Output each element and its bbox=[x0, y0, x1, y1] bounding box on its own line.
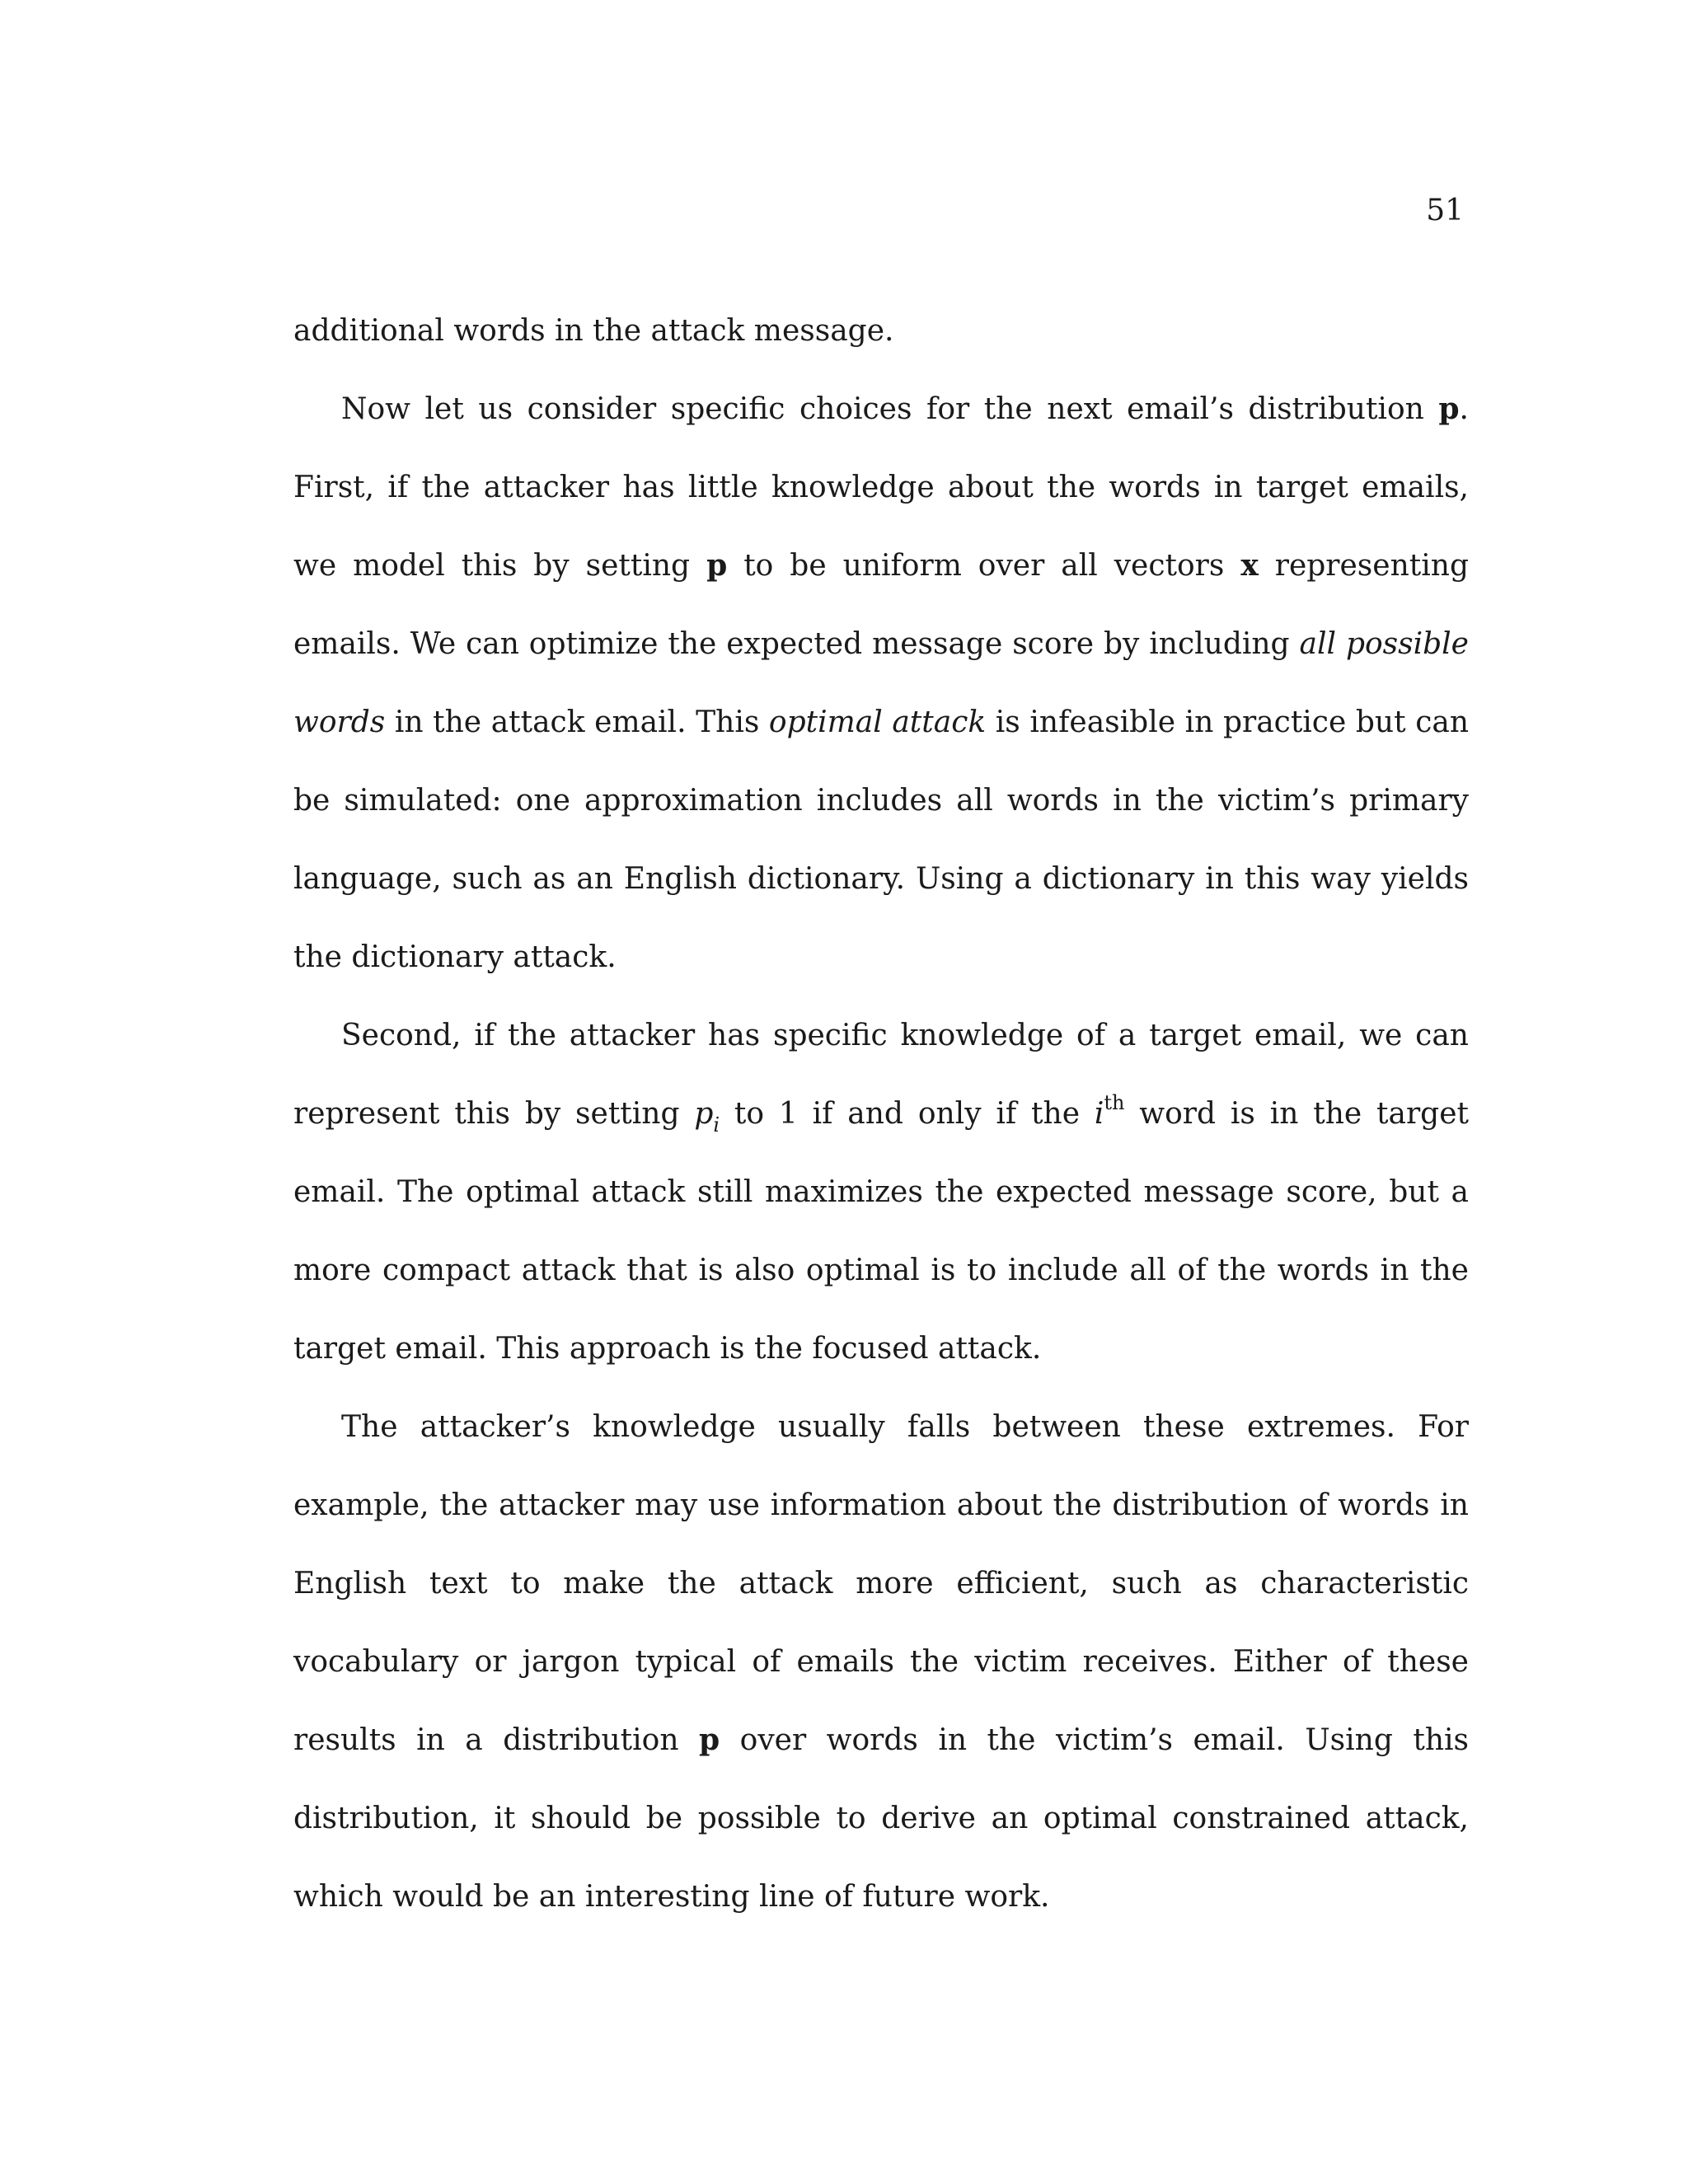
math-bold-p: p bbox=[706, 548, 728, 583]
paragraph-3 bbox=[293, 996, 1469, 1388]
math-bold-x: x bbox=[1240, 548, 1259, 583]
paragraph-4 bbox=[293, 1388, 1469, 1936]
text-run: over words in the victim’s email. Using this distribution, it should be possible to derive an optimal constrained attack, which would be an interesting line of future work. bbox=[293, 1723, 1470, 1914]
body-text bbox=[293, 292, 1469, 1936]
math-bold-p: p bbox=[699, 1722, 720, 1757]
math-bold-p: p bbox=[1438, 391, 1460, 426]
emphasis-all-possible-words: all possible words bbox=[293, 627, 1469, 739]
math-superscript-th: th bbox=[1104, 1091, 1125, 1114]
text-run: Now let us consider specific choices for the next email’s distribution bbox=[341, 392, 1439, 426]
text-run: is infeasible in practice but can be simulated: one approximation includes all words in the victim’s primary language, such as an English dictionary. Using a dictionary in this way yields the dictionary attack. bbox=[293, 705, 1469, 974]
text-run: . First, if the attacker has little knowledge about the words in target emails, we model this by setting bbox=[293, 392, 1469, 583]
text-run: to be uniform over all vectors bbox=[727, 549, 1241, 583]
math-p: p bbox=[694, 1097, 714, 1131]
text-run: representing emails. We can optimize the expected message score by including bbox=[293, 549, 1469, 661]
emphasis-optimal-attack: optimal attack bbox=[768, 705, 987, 739]
math-i: i bbox=[1094, 1097, 1104, 1131]
math-subscript-i: i bbox=[713, 1113, 720, 1137]
text-run: to 1 if and only if the bbox=[720, 1097, 1095, 1131]
text-run: in the attack email. This bbox=[385, 705, 769, 739]
text-run: additional words in the attack message. bbox=[293, 314, 894, 348]
paragraph-1 bbox=[293, 292, 1469, 370]
paragraph-2 bbox=[293, 370, 1469, 996]
text-run: Second, if the attacker has specific knowledge of a target email, we can represent this by setting bbox=[293, 1019, 1469, 1131]
text-run: The attacker’s knowledge usually falls between these extremes. For example, the attacker may use information about the distribution of words in English text to make the attack more efficient, such as characteristic vocabulary or jargon typical of emails the victim receives. Either of these results in a distribution bbox=[293, 1410, 1469, 1757]
text-run: word is in the target email. The optimal attack still maximizes the expected message score, but a more compact attack that is also optimal is to include all of the words in the target email. This approach is the focused attack. bbox=[293, 1097, 1469, 1366]
page-number: 51 bbox=[1426, 194, 1464, 227]
